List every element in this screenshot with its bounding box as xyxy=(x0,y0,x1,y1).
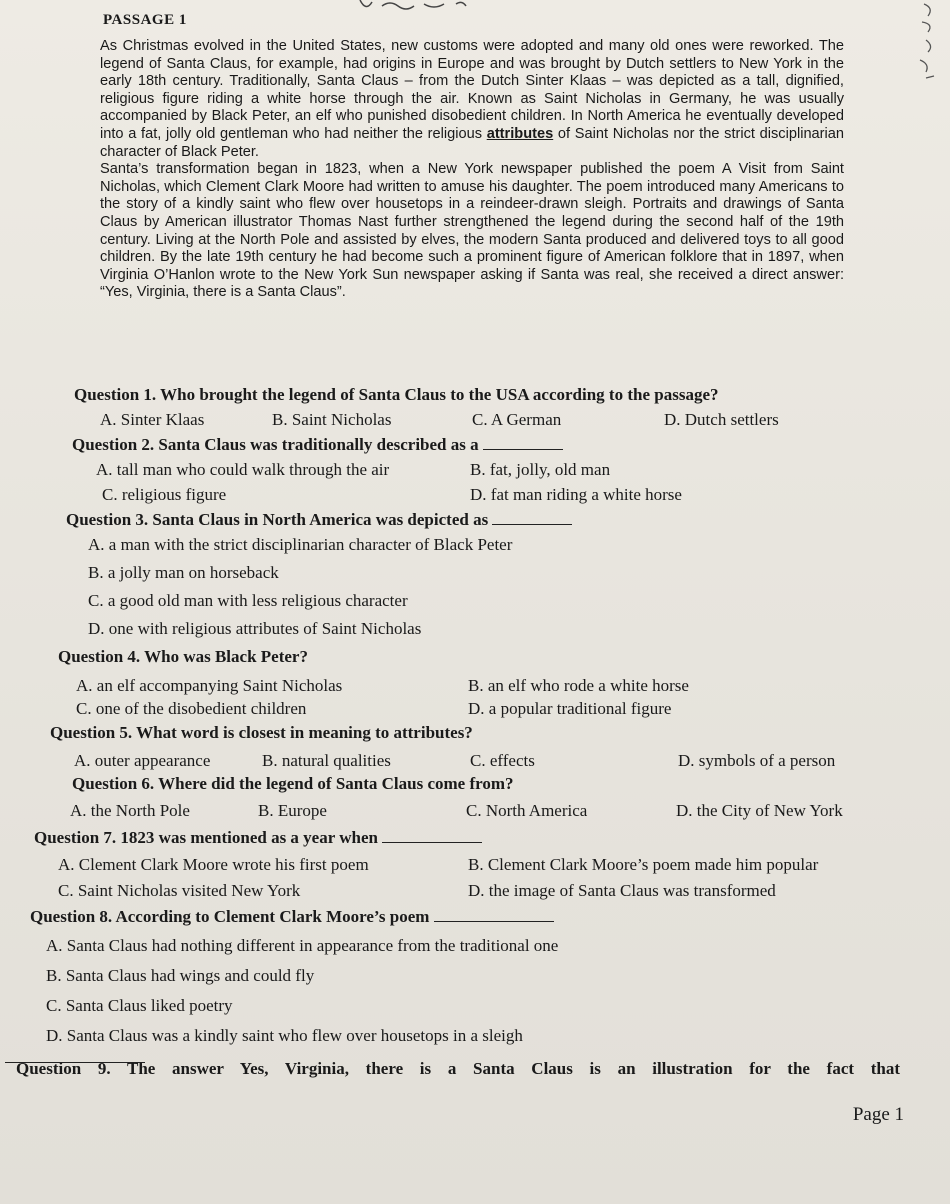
question-3-option-d[interactable]: D. one with religious attributes of Saint Nicholas xyxy=(88,619,422,638)
passage-paragraph-2: Santa’s transformation began in 1823, when a New York newspaper published the poem A Visit from Saint Nicholas, which Clement Clark Moore had written to amuse his daughter. The poem introduced many Americans to the story of a kindly saint who flew over housetops in a reindeer-drawn sleigh. Portraits and drawings of Santa Claus by American illustrator Thomas Nast further strengthened the legend during the second half of the 19th century. Living at the North Pole and assisted by elves, the modern Santa produced and delivered toys to all good children. By the late 19th century he had become such a prominent figure of American folklore that in 1897, when Virginia O’Hanlon wrote to the New York Sun newspaper asking if Santa was real, she received a direct answer: “Yes, Virginia, there is a Santa Claus”. xyxy=(100,161,844,301)
question-4-option-c[interactable]: C. one of the disobedient children xyxy=(76,699,307,718)
question-4-option-d[interactable]: D. a popular traditional figure xyxy=(468,699,672,718)
page-number: Page 1 xyxy=(852,1104,904,1125)
question-3-text: Question 3. Santa Claus in North America was depicted as xyxy=(66,510,489,529)
question-6-text: Question 6. Where did the legend of Santa Claus come from? xyxy=(72,774,514,793)
question-4-option-a[interactable]: A. an elf accompanying Saint Nicholas xyxy=(76,676,343,695)
question-6-option-d[interactable]: D. the City of New York xyxy=(676,801,843,820)
answer-blank xyxy=(382,828,482,843)
question-1-option-a[interactable]: A. Sinter Klaas xyxy=(100,410,205,429)
question-6 xyxy=(72,773,900,821)
question-7-option-c[interactable]: C. Saint Nicholas visited New York xyxy=(58,881,301,900)
question-7-option-d[interactable]: D. the image of Santa Claus was transformed xyxy=(468,881,776,900)
question-2-option-c[interactable]: C. religious figure xyxy=(102,485,227,504)
question-7 xyxy=(34,827,900,901)
question-2-option-d[interactable]: D. fat man riding a white horse xyxy=(470,485,682,504)
question-2-option-a[interactable]: A. tall man who could walk through the air xyxy=(96,460,390,479)
question-5-text: Question 5. What word is closest in meaning to attributes? xyxy=(50,723,473,742)
question-3 xyxy=(66,509,900,639)
question-5-option-b[interactable]: B. natural qualities xyxy=(262,751,391,770)
question-4 xyxy=(58,646,900,719)
passage-part-2: of Saint Nicholas nor the strict disciplinarian character of Black Peter. xyxy=(100,125,845,160)
question-5-option-a[interactable]: A. outer appearance xyxy=(74,751,211,770)
question-9-answer-line xyxy=(5,1062,145,1063)
question-3-option-c[interactable]: C. a good old man with less religious character xyxy=(88,591,408,610)
question-2 xyxy=(72,434,900,505)
question-8-text: Question 8. According to Clement Clark Moore’s poem xyxy=(30,907,430,926)
question-8-option-d[interactable]: D. Santa Claus was a kindly saint who flew over housetops in a sleigh xyxy=(46,1026,523,1045)
passage-part-1: As Christmas evolved in the United States, new customs were adopted and many old ones were reworked. The legend of Santa Claus, for example, had origins in Europe and was brought by Dutch settlers to New York in the early 18th century. Traditionally, Santa Claus – from the Dutch Sinter Klaas – was depicted as a tall, dignified, religious figure riding a white horse through the air. Known as Saint Nicholas in Germany, he was usually accompanied by Black Peter, an elf who punished disobedient children. In North America he eventually developed into a fat, jolly old gentleman who had neither the religious xyxy=(100,38,844,142)
question-9-text: Question 9. The answer Yes, Virginia, there is a Santa Claus is an illustration for the fact that xyxy=(16,1059,900,1078)
question-1 xyxy=(72,384,900,430)
passage-paragraph xyxy=(100,38,844,161)
answer-blank xyxy=(483,435,563,450)
question-list xyxy=(16,374,900,1079)
question-8-option-b[interactable]: B. Santa Claus had wings and could fly xyxy=(46,966,315,985)
question-1-text: Question 1. Who brought the legend of Santa Claus to the USA according to the passage? xyxy=(74,385,719,404)
handwriting-scribble xyxy=(320,0,520,24)
question-4-option-b[interactable]: B. an elf who rode a white horse xyxy=(468,676,689,695)
question-1-option-c[interactable]: C. A German xyxy=(472,410,562,429)
question-6-option-b[interactable]: B. Europe xyxy=(258,801,327,820)
question-5 xyxy=(50,722,900,771)
question-8-option-c[interactable]: C. Santa Claus liked poetry xyxy=(46,996,233,1015)
question-2-option-b[interactable]: B. fat, jolly, old man xyxy=(470,460,611,479)
question-4-text: Question 4. Who was Black Peter? xyxy=(58,647,308,666)
question-2-text: Question 2. Santa Claus was traditionally described as a xyxy=(72,435,479,454)
answer-blank xyxy=(492,510,572,525)
question-8-option-a[interactable]: A. Santa Claus had nothing different in appearance from the traditional one xyxy=(46,936,559,955)
question-7-option-b[interactable]: B. Clement Clark Moore’s poem made him popular xyxy=(468,855,819,874)
question-7-option-a[interactable]: A. Clement Clark Moore wrote his first poem xyxy=(58,855,369,874)
answer-blank xyxy=(434,907,554,922)
question-1-option-b[interactable]: B. Saint Nicholas xyxy=(272,410,392,429)
margin-handwriting xyxy=(916,0,946,90)
question-6-option-c[interactable]: C. North America xyxy=(466,801,588,820)
question-1-option-d[interactable]: D. Dutch settlers xyxy=(664,410,779,429)
question-6-option-a[interactable]: A. the North Pole xyxy=(70,801,190,820)
question-7-text: Question 7. 1823 was mentioned as a year when xyxy=(34,828,378,847)
highlighted-word: attributes xyxy=(486,125,554,142)
passage-heading: PASSAGE 1 xyxy=(103,12,187,28)
question-5-option-d[interactable]: D. symbols of a person xyxy=(678,751,836,770)
question-5-option-c[interactable]: C. effects xyxy=(470,751,535,770)
question-8 xyxy=(30,906,900,1046)
question-3-option-b[interactable]: B. a jolly man on horseback xyxy=(88,563,279,582)
question-3-option-a[interactable]: A. a man with the strict disciplinarian character of Black Peter xyxy=(88,535,513,554)
passage-text xyxy=(100,38,844,302)
